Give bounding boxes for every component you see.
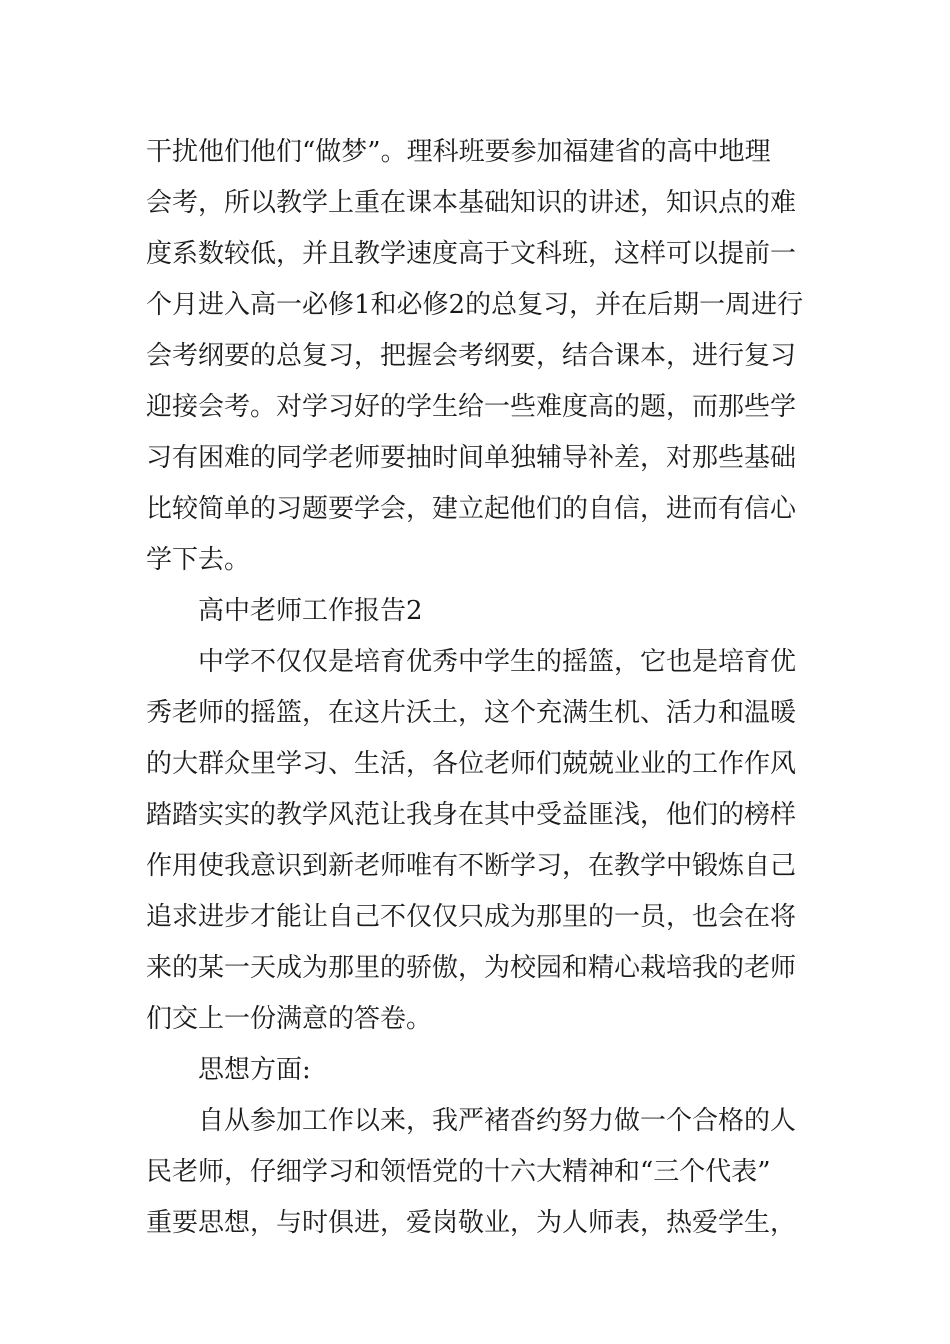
text-line: 习有困难的同学老师要抽时间单独辅导补差，对那些基础: [146, 443, 797, 473]
text-line: 追求进步才能让自己不仅仅只成为那里的一员，也会在将: [146, 902, 797, 932]
text-line: 会考纲要的总复习，把握会考纲要，结合课本，进行复习: [146, 341, 797, 371]
text-line: 重要思想，与时俱进，爱岗敬业，为人师表，热爱学生，: [146, 1208, 797, 1238]
text-line: 干扰他们他们“做梦”。理科班要参加福建省的高中地理: [146, 137, 771, 167]
text-line: 的大群众里学习、生活，各位老师们兢兢业业的工作作风: [146, 749, 797, 779]
text-line: 学下去。: [146, 545, 251, 575]
text-line: 秀老师的摇篮，在这片沃土，这个充满生机、活力和温暖: [146, 698, 797, 728]
text-line: 高中老师工作报告2: [198, 596, 423, 626]
text-line: 迎接会考。对学习好的学生给一些难度高的题，而那些学: [146, 392, 797, 422]
text-line: 踏踏实实的教学风范让我身在其中受益匪浅，他们的榜样: [146, 800, 797, 830]
text-line: 们交上一份满意的答卷。: [146, 1004, 433, 1034]
text-line: 思想方面:: [198, 1055, 311, 1085]
text-line: 个月进入高一必修1和必修2的总复习，并在后期一周进行: [146, 290, 804, 320]
paragraph: [146, 637, 808, 1045]
text-line: 度系数较低，并且教学速度高于文科班，这样可以提前一: [146, 239, 797, 269]
paragraph: [146, 1096, 808, 1249]
document-body: [146, 127, 808, 1249]
text-line: 会考，所以教学上重在课本基础知识的讲述，知识点的难: [146, 188, 797, 218]
text-line: 自从参加工作以来，我严褚沓约努力做一个合格的人: [198, 1106, 797, 1136]
text-line: 作用使我意识到新老师唯有不断学习，在教学中锻炼自己: [146, 851, 797, 881]
paragraph: [146, 1045, 808, 1096]
text-line: 比较简单的习题要学会，建立起他们的自信，进而有信心: [146, 494, 797, 524]
text-line: 中学不仅仅是培育优秀中学生的摇篮，它也是培育优: [198, 647, 797, 677]
text-line: 来的某一天成为那里的骄傲，为校园和精心栽培我的老师: [146, 953, 797, 983]
text-line: 民老师，仔细学习和领悟党的十六大精神和“三个代表”: [146, 1157, 771, 1187]
paragraph: [146, 586, 808, 637]
paragraph: [146, 127, 808, 586]
